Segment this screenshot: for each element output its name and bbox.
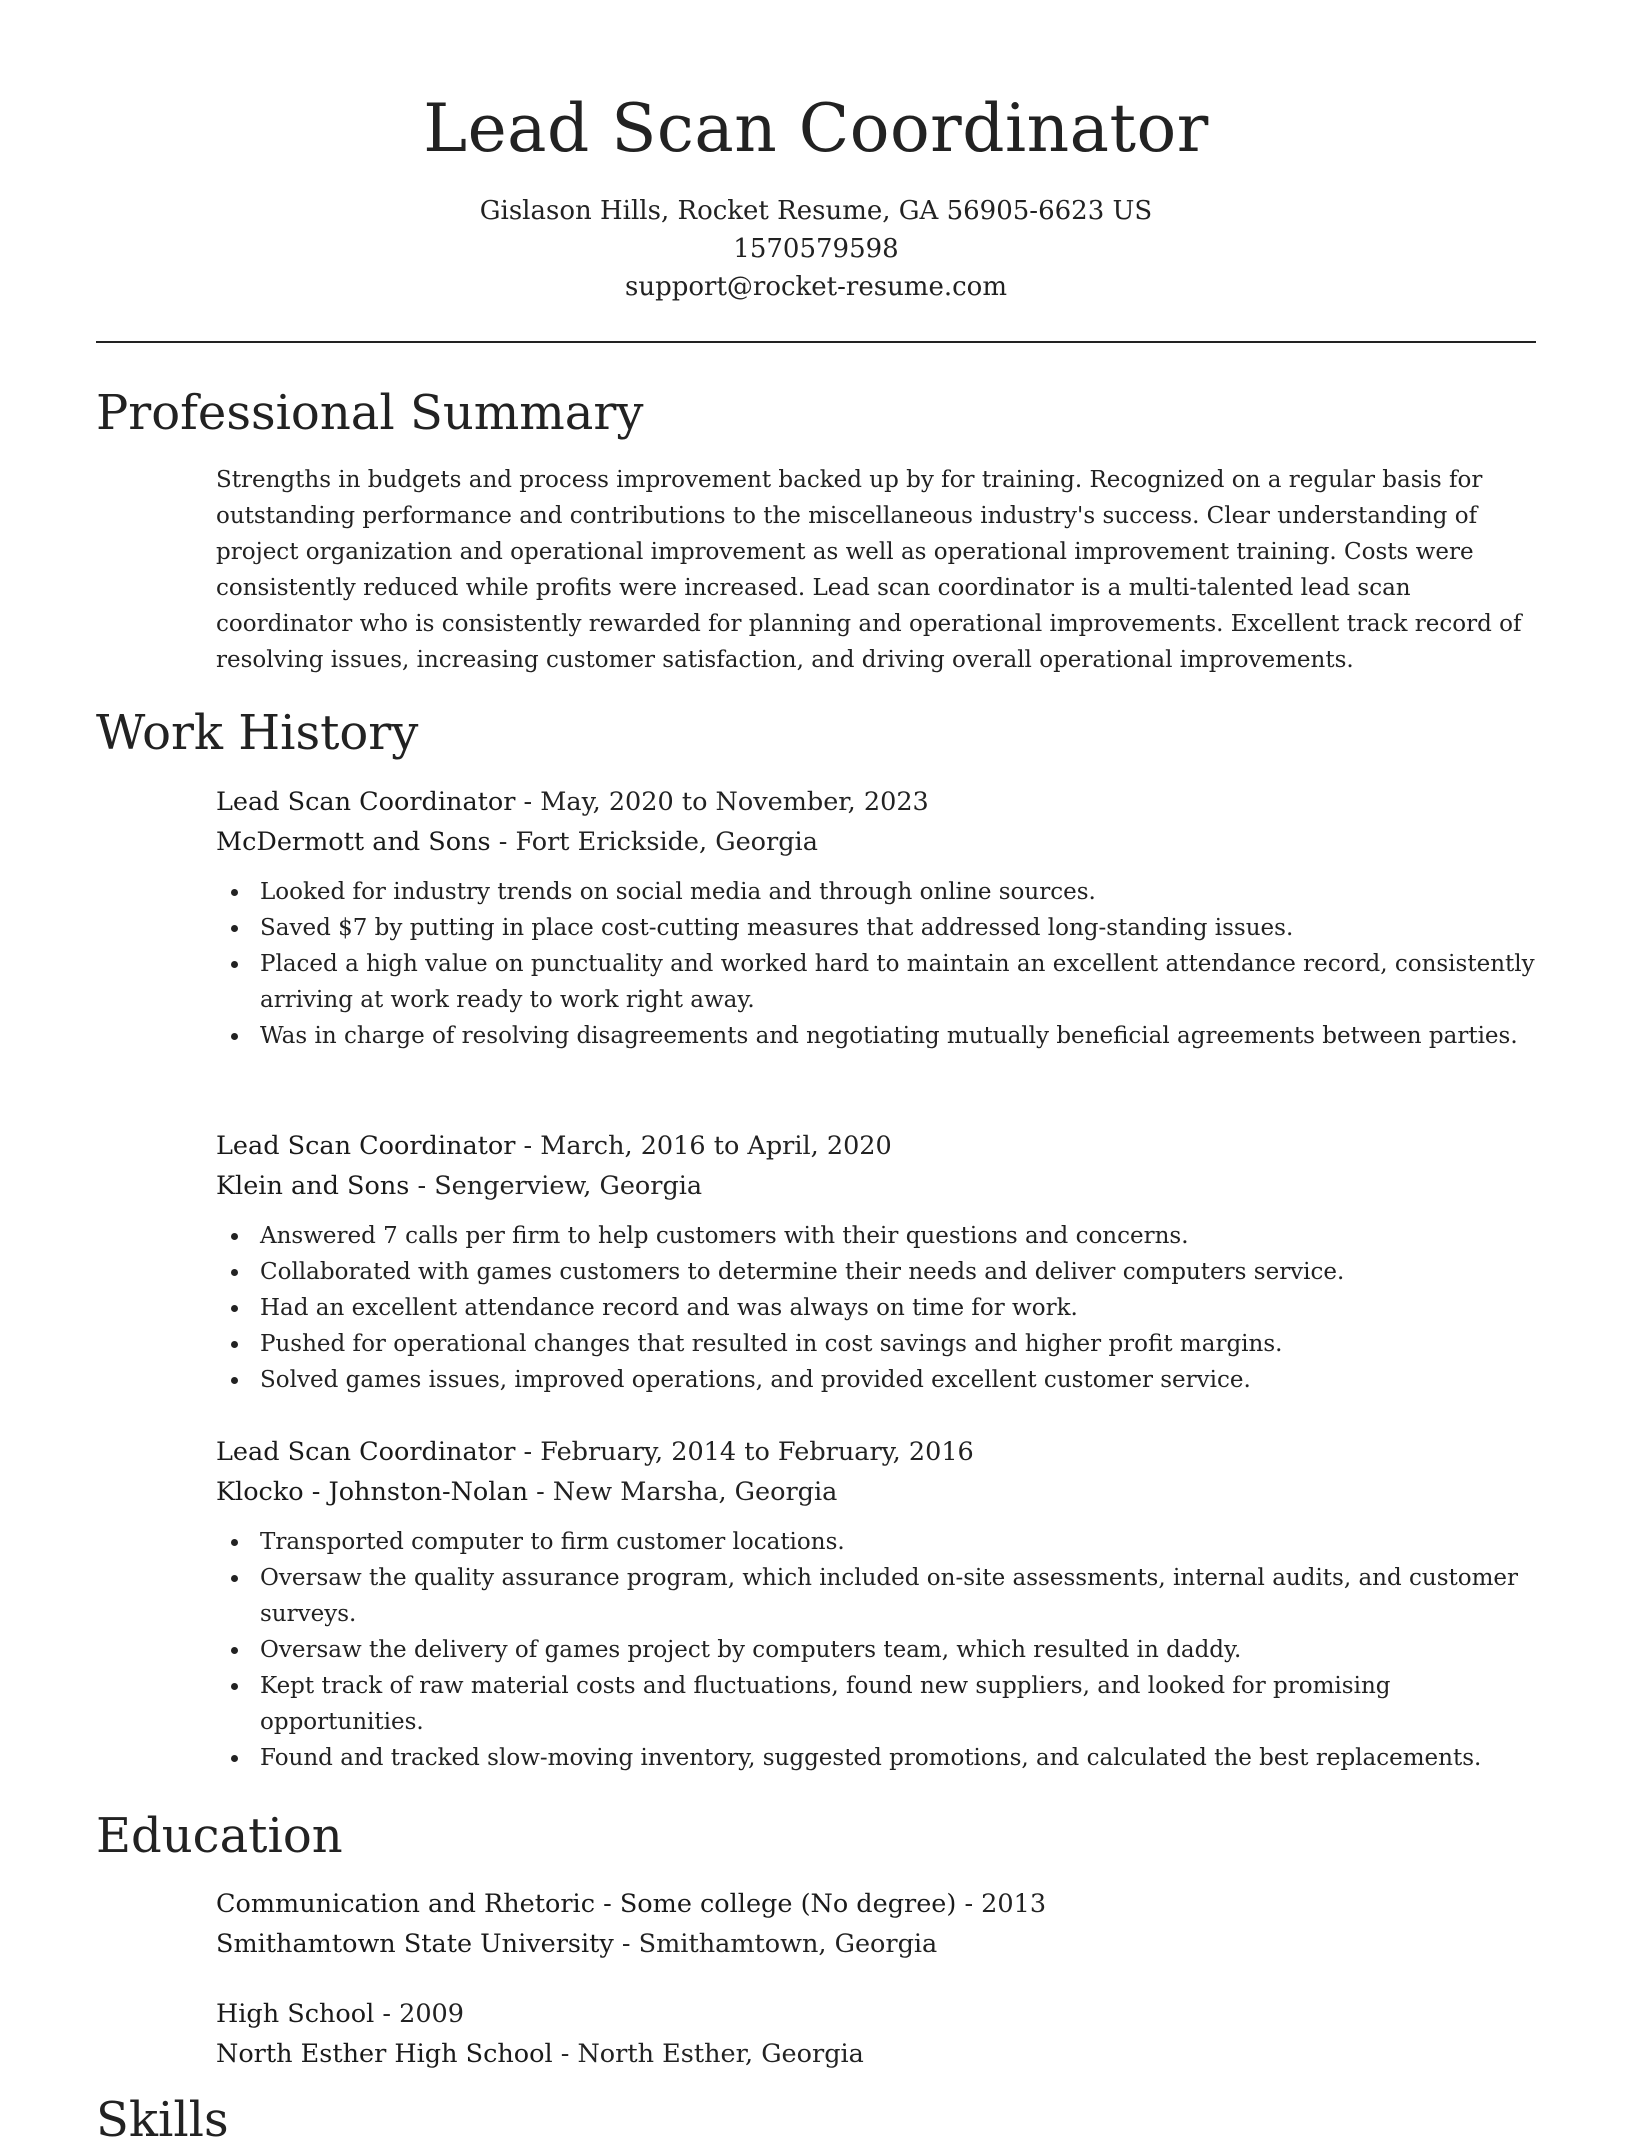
job-duty: Saved $7 by putting in place cost-cutting measures that addressed long-standing issues.	[216, 910, 1550, 946]
job-duty: Solved games issues, improved operations, and provided excellent customer service.	[216, 1362, 1550, 1398]
job-duty: Had an excellent attendance record and was always on time for work.	[216, 1290, 1550, 1326]
education-year: - 2013	[956, 1889, 1047, 1919]
job-location: - Fort Erickside, Georgia	[490, 827, 818, 857]
job-entry	[216, 782, 1546, 1054]
skills-heading: Skills	[96, 2092, 229, 2148]
job-company-line	[216, 1166, 1546, 1206]
job-duty: Oversaw the quality assurance program, which included on-site assessments, internal audits, and customer surveys.	[216, 1560, 1550, 1632]
job-duty: Pushed for operational changes that resulted in cost savings and higher profit margins.	[216, 1326, 1550, 1362]
job-duty: Answered 7 calls per firm to help customers with their questions and concerns.	[216, 1218, 1550, 1254]
job-duty: Looked for industry trends on social media and through online sources.	[216, 874, 1550, 910]
education-degree-line	[216, 1994, 1546, 2034]
job-duties	[216, 1218, 1546, 1398]
job-duty: Oversaw the delivery of games project by computers team, which resulted in daddy.	[216, 1632, 1550, 1668]
job-dates: - May, 2020 to November, 2023	[515, 787, 929, 817]
job-dates: - February, 2014 to February, 2016	[515, 1437, 974, 1467]
education-degree-line	[216, 1884, 1546, 1924]
job-duty: Collaborated with games customers to determine their needs and deliver computers service.	[216, 1254, 1550, 1290]
candidate-name: Lead Scan Coordinator	[423, 90, 1209, 167]
job-duty: Transported computer to firm customer locations.	[216, 1524, 1550, 1560]
job-entry	[216, 1126, 1546, 1398]
job-duty: Placed a high value on punctuality and worked hard to maintain an excellent attendance record, consistently arriving at work ready to work right away.	[216, 946, 1550, 1018]
job-dates: - March, 2016 to April, 2020	[515, 1131, 892, 1161]
education-degree: High School	[216, 1999, 375, 2029]
phone: 1570579598	[733, 234, 899, 264]
education-entry	[216, 1994, 1546, 2074]
job-company: Klocko - Johnston-Nolan	[216, 1477, 529, 1507]
education-entry	[216, 1884, 1546, 1964]
email: support@rocket-resume.com	[624, 272, 1007, 302]
education-school: North Esther High School	[216, 2039, 553, 2069]
job-company-line	[216, 1472, 1546, 1512]
job-duty: Found and tracked slow-moving inventory, suggested promotions, and calculated the best replacements.	[216, 1740, 1550, 1776]
job-company: McDermott and Sons	[216, 827, 491, 857]
job-title-line	[216, 782, 1546, 822]
education-degree: Communication and Rhetoric - Some college (No degree)	[216, 1889, 957, 1919]
job-company: Klein and Sons	[216, 1171, 410, 1201]
job-location: - New Marsha, Georgia	[528, 1477, 838, 1507]
job-role: Lead Scan Coordinator	[216, 1437, 516, 1467]
header-divider	[96, 341, 1536, 343]
summary-heading: Professional Summary	[96, 385, 644, 441]
job-entry	[216, 1432, 1546, 1776]
education-school-line	[216, 1924, 1546, 1964]
job-role: Lead Scan Coordinator	[216, 787, 516, 817]
summary-text: Strengths in budgets and process improvement backed up by for training. Recognized on a regular basis for outstanding performance and contributions to the miscellaneous industry's success. Clear understanding of project organization and operational improvement as well as operational improvement training. Costs were consistently reduced while profits were increased. Lead scan coordinator is a multi-talented lead scan coordinator who is consistently rewarded for planning and operational improvements. Excellent track record of resolving issues, increasing customer satisfaction, and driving overall operational improvements.	[216, 467, 1522, 673]
job-duties	[216, 874, 1546, 1054]
job-title-line	[216, 1126, 1546, 1166]
job-duty: Kept track of raw material costs and fluctuations, found new suppliers, and looked for promising opportunities.	[216, 1668, 1550, 1740]
job-role: Lead Scan Coordinator	[216, 1131, 516, 1161]
contact-info	[0, 192, 1632, 306]
education-location: - North Esther, Georgia	[552, 2039, 864, 2069]
job-duty: Was in charge of resolving disagreements and negotiating mutually beneficial agreements between parties.	[216, 1018, 1550, 1054]
education-location: - Smithamtown, Georgia	[613, 1929, 938, 1959]
job-duties	[216, 1524, 1546, 1776]
education-year: - 2009	[374, 1999, 465, 2029]
education-school-line	[216, 2034, 1546, 2074]
address: Gislason Hills, Rocket Resume, GA 56905-6623 US	[479, 196, 1153, 226]
resume-header	[0, 0, 1632, 306]
job-company-line	[216, 822, 1546, 862]
job-title-line	[216, 1432, 1546, 1472]
work-history-heading: Work History	[96, 705, 419, 761]
education-heading: Education	[96, 1808, 343, 1864]
job-location: - Sengerview, Georgia	[409, 1171, 703, 1201]
education-school: Smithamtown State University	[216, 1929, 614, 1959]
